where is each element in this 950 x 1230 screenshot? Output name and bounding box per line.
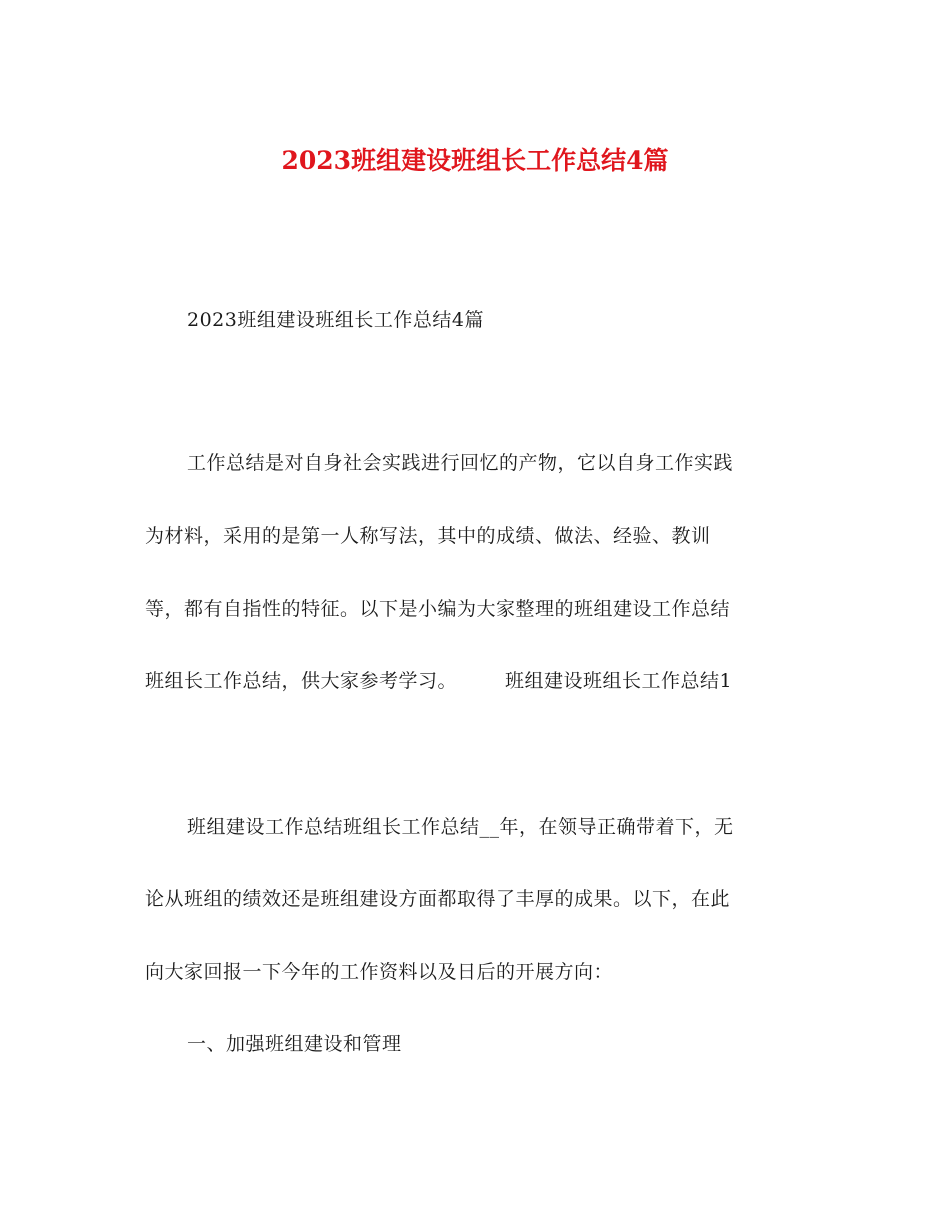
section-heading: 班组建设班组长工作总结1 xyxy=(505,670,733,692)
intro-line-2: 为材料，采用的是第一人称写法，其中的成绩、做法、经验、教训 xyxy=(145,525,711,547)
body-line-1: 班组建设工作总结班组长工作总结__年，在领导正确带着下，无 xyxy=(187,816,734,838)
intro-line-4: 班组长工作总结，供大家参考学习。 xyxy=(145,670,458,692)
point-heading: 一、加强班组建设和管理 xyxy=(187,1033,402,1055)
body-line-3: 向大家回报一下今年的工作资料以及日后的开展方向： xyxy=(145,961,614,983)
intro-line-3: 等，都有自指性的特征。以下是小编为大家整理的班组建设工作总结 xyxy=(145,598,731,620)
document-subtitle: 2023班组建设班组长工作总结4篇 xyxy=(187,309,484,331)
intro-line-4-row xyxy=(145,666,732,696)
document-title: 2023班组建设班组长工作总结4篇 xyxy=(281,146,669,175)
body-line-2: 论从班组的绩效还是班组建设方面都取得了丰厚的成果。以下，在此 xyxy=(145,888,731,910)
intro-line-1: 工作总结是对自身社会实践进行回忆的产物，它以自身工作实践 xyxy=(187,452,734,474)
